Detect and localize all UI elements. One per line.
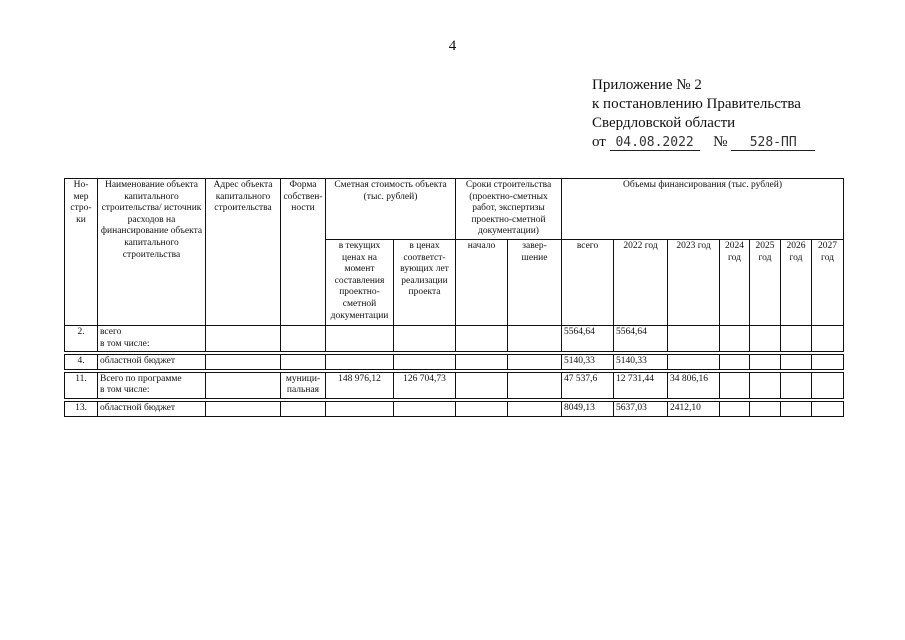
cell-num: 4.: [65, 355, 98, 370]
cell-ownership: [281, 401, 326, 416]
table-row: [65, 325, 844, 351]
cell-start: [456, 355, 508, 370]
header-ownership: Форма собствен-ности: [281, 179, 326, 326]
cell-num: 13.: [65, 401, 98, 416]
cell-name: Всего по программе в том числе:: [98, 372, 206, 398]
header-row-num: Но-мер стро-ки: [65, 179, 98, 326]
cell-y2023: 34 806,16: [668, 372, 720, 398]
cell-y2023: [668, 355, 720, 370]
cell-total: 47 537,6: [562, 372, 614, 398]
appendix-header: [592, 76, 815, 152]
cell-ownership: [281, 355, 326, 370]
cell-y2025: [750, 401, 781, 416]
header-address: Адрес объекта капитального строительства: [206, 179, 281, 326]
table-row: [65, 401, 844, 416]
appendix-date-line: [592, 133, 815, 152]
cell-est-years: 126 704,73: [394, 372, 456, 398]
header-2023: 2023 год: [668, 239, 720, 325]
cell-y2023: 2412,10: [668, 401, 720, 416]
cell-end: [508, 401, 562, 416]
appendix-title: Приложение № 2: [592, 77, 702, 93]
document-date: 04.08.2022: [610, 135, 700, 151]
cell-y2022: 5564,64: [614, 325, 668, 351]
cell-y2026: [781, 355, 812, 370]
cell-address: [206, 401, 281, 416]
header-funding-total: всего: [562, 239, 614, 325]
cell-start: [456, 372, 508, 398]
cell-y2027: [812, 401, 844, 416]
cell-total: 8049,13: [562, 401, 614, 416]
cell-est-current: 148 976,12: [326, 372, 394, 398]
document-number: 528-ПП: [731, 135, 815, 151]
financing-table: [64, 178, 844, 417]
header-terms-end: завер-шение: [508, 239, 562, 325]
cell-end: [508, 372, 562, 398]
number-label: №: [713, 134, 728, 150]
cell-y2022: 5637,03: [614, 401, 668, 416]
header-estimate: Сметная стоимость объекта (тыс. рублей): [326, 179, 456, 240]
cell-y2024: [720, 355, 750, 370]
header-2022: 2022 год: [614, 239, 668, 325]
cell-end: [508, 325, 562, 351]
cell-end: [508, 355, 562, 370]
header-estimate-years: в ценах соответст-вующих лет реализации проекта: [394, 239, 456, 325]
cell-y2022: 5140,33: [614, 355, 668, 370]
header-name: Наименование объекта капитального строительства/ источник расходов на финансирование объекта капитального строительства: [98, 179, 206, 326]
cell-address: [206, 325, 281, 351]
header-2026: 2026 год: [781, 239, 812, 325]
appendix-resolution: к постановлению Правительства: [592, 96, 801, 112]
cell-y2024: [720, 325, 750, 351]
cell-y2023: [668, 325, 720, 351]
cell-name: областной бюджет: [98, 355, 206, 370]
cell-y2022: 12 731,44: [614, 372, 668, 398]
header-estimate-current: в текущих ценах на момент составления проектно-сметной документации: [326, 239, 394, 325]
cell-y2027: [812, 325, 844, 351]
cell-est-current: [326, 401, 394, 416]
table-row: [65, 355, 844, 370]
header-terms: Сроки строительства (проектно-сметных работ, экспертизы проектно-сметной документации): [456, 179, 562, 240]
cell-est-years: [394, 401, 456, 416]
header-row-1: [65, 179, 844, 240]
cell-name: областной бюджет: [98, 401, 206, 416]
cell-y2026: [781, 325, 812, 351]
cell-ownership: [281, 325, 326, 351]
cell-y2024: [720, 372, 750, 398]
cell-est-current: [326, 355, 394, 370]
cell-total: 5564,64: [562, 325, 614, 351]
cell-y2024: [720, 401, 750, 416]
header-2027: 2027 год: [812, 239, 844, 325]
cell-y2027: [812, 372, 844, 398]
cell-y2027: [812, 355, 844, 370]
from-label: от: [592, 134, 606, 150]
cell-name: всего в том числе:: [98, 325, 206, 351]
cell-est-current: [326, 325, 394, 351]
cell-est-years: [394, 325, 456, 351]
cell-y2026: [781, 372, 812, 398]
header-terms-start: начало: [456, 239, 508, 325]
cell-y2025: [750, 372, 781, 398]
cell-est-years: [394, 355, 456, 370]
cell-y2025: [750, 325, 781, 351]
cell-y2025: [750, 355, 781, 370]
appendix-region: Свердловской области: [592, 115, 736, 131]
cell-num: 2.: [65, 325, 98, 351]
cell-num: 11.: [65, 372, 98, 398]
cell-ownership: муници-пальная: [281, 372, 326, 398]
cell-y2026: [781, 401, 812, 416]
header-funding: Объемы финансирования (тыс. рублей): [562, 179, 844, 240]
cell-start: [456, 401, 508, 416]
page-number: 4: [448, 38, 457, 54]
header-2024: 2024 год: [720, 239, 750, 325]
cell-total: 5140,33: [562, 355, 614, 370]
header-2025: 2025 год: [750, 239, 781, 325]
cell-address: [206, 372, 281, 398]
cell-address: [206, 355, 281, 370]
cell-start: [456, 325, 508, 351]
table-row: [65, 372, 844, 398]
